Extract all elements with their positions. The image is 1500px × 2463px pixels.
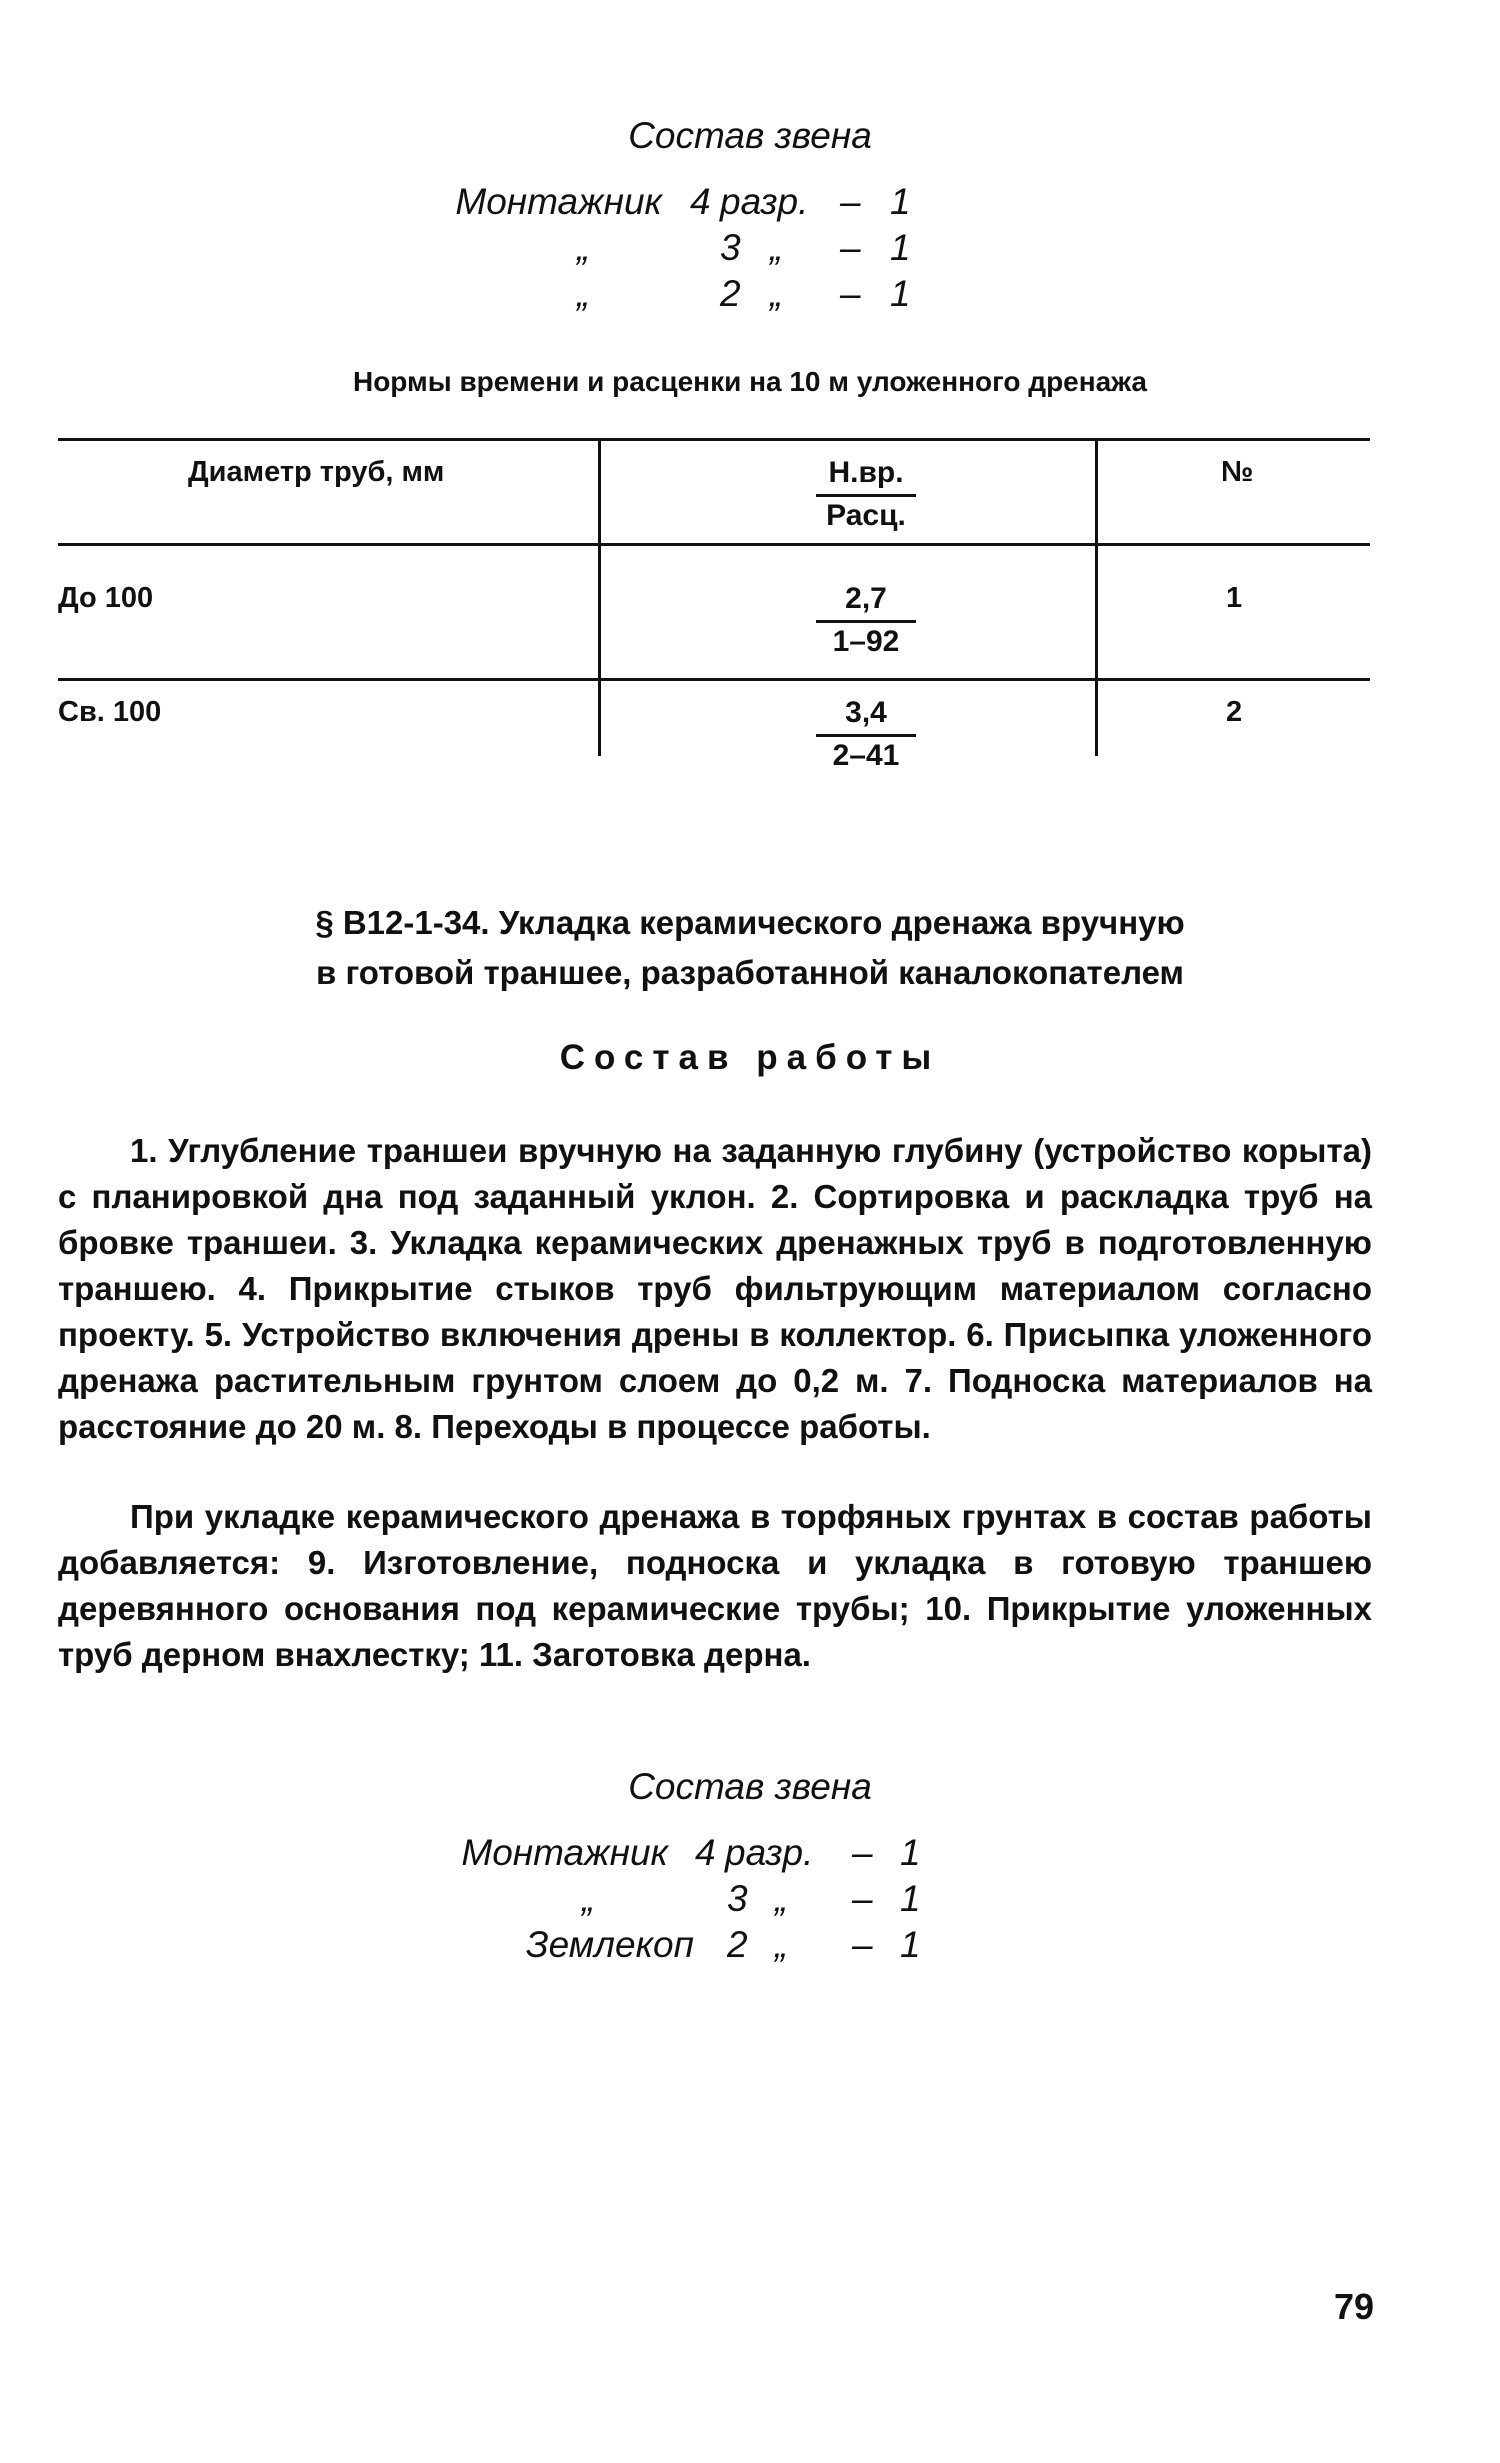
table-rule	[58, 543, 1370, 546]
crew-name: Землекоп	[525, 1924, 694, 1965]
crew-count: 1	[890, 227, 911, 268]
crew-grade: 3	[720, 227, 741, 268]
header-number: №	[1221, 456, 1254, 488]
header-diameter: Диаметр труб, мм	[188, 456, 445, 488]
crew-unit: разр.	[720, 181, 809, 222]
crew-grade: 3	[727, 1878, 748, 1919]
row-rate: 2–41	[832, 739, 900, 772]
section-heading	[0, 898, 1500, 998]
row-diameter: До 100	[58, 582, 154, 614]
crew-dash: –	[840, 227, 861, 268]
crew-unit: „	[775, 1924, 788, 1965]
crew-count: 1	[890, 181, 911, 222]
norms-table	[58, 438, 1370, 778]
crew-grade: 2	[720, 273, 741, 314]
crew-name: „	[577, 227, 590, 268]
row-number: 2	[1226, 696, 1243, 728]
row-norm: 3,4	[816, 696, 916, 737]
work-composition-title: Состав работы	[559, 1038, 941, 1077]
row-number: 1	[1226, 582, 1243, 614]
crew-bottom-title: Состав звена	[628, 1766, 872, 1807]
header-rate: Расц.	[826, 499, 906, 532]
crew-dash: –	[852, 1878, 873, 1919]
table-rule	[58, 678, 1370, 681]
crew-unit: „	[770, 273, 783, 314]
column-divider	[598, 438, 601, 756]
crew-name: „	[582, 1878, 595, 1919]
crew-row	[0, 273, 1500, 319]
crew-top-title: Состав звена	[628, 115, 872, 156]
header-norm: Н.вр.	[816, 456, 916, 497]
crew-row	[0, 181, 1500, 227]
crew-row	[0, 1924, 1500, 1970]
crew-unit: „	[775, 1878, 788, 1919]
row-diameter: Св. 100	[58, 696, 162, 728]
crew-dash: –	[840, 273, 861, 314]
row-norm-rate	[796, 582, 936, 659]
crew-row	[0, 1832, 1500, 1878]
crew-count: 1	[900, 1878, 921, 1919]
page-number: 79	[1334, 2286, 1375, 2327]
crew-count: 1	[890, 273, 911, 314]
column-divider	[1095, 438, 1098, 756]
crew-count: 1	[900, 1924, 921, 1965]
crew-count: 1	[900, 1832, 921, 1873]
crew-name: „	[577, 273, 590, 314]
crew-grade: 4	[690, 181, 711, 222]
section-heading-line1: § В12-1-34. Укладка керамического дренажа вручную	[315, 904, 1185, 941]
crew-dash: –	[840, 181, 861, 222]
crew-unit: „	[770, 227, 783, 268]
crew-dash: –	[852, 1832, 873, 1873]
crew-grade: 4	[695, 1832, 716, 1873]
crew-row	[0, 1878, 1500, 1924]
table-rule	[58, 438, 1370, 441]
section-heading-line2: в готовой траншее, разработанной каналокопателем	[316, 954, 1184, 991]
crew-dash: –	[852, 1924, 873, 1965]
crew-row	[0, 227, 1500, 273]
crew-unit: разр.	[725, 1832, 814, 1873]
crew-name: Монтажник	[455, 181, 662, 222]
paragraph-peat-soils: При укладке керамического дренажа в торфяных грунтах в состав работы добавляется: 9. Изготовление, подноска и укладка в готовую траншею деревянного основания под керамические трубы; 10. Прикрытие уложенных труб дерном внахлестку; 11. Заготовка дерна.	[58, 1498, 1372, 1673]
row-rate: 1–92	[832, 625, 900, 658]
header-norm-rate	[796, 456, 936, 533]
table-caption: Нормы времени и расценки на 10 м уложенного дренажа	[352, 366, 1147, 397]
crew-grade: 2	[727, 1924, 748, 1965]
row-norm-rate	[796, 696, 936, 773]
crew-name: Монтажник	[461, 1832, 668, 1873]
row-norm: 2,7	[816, 582, 916, 623]
paragraph-work-steps: 1. Углубление траншеи вручную на заданную глубину (устройство корыта) с планировкой дна под заданный уклон. 2. Сортировка и раскладка труб на бровке траншеи. 3. Укладка керамических дренажных труб в подготовленную траншею. 4. Прикрытие стыков труб фильтрующим материалом согласно проекту. 5. Устройство включения дрены в коллектор. 6. Присыпка уложенного дренажа растительным грунтом слоем до 0,2 м. 7. Подноска материалов на расстояние до 20 м. 8. Переходы в процессе работы.	[58, 1132, 1372, 1445]
